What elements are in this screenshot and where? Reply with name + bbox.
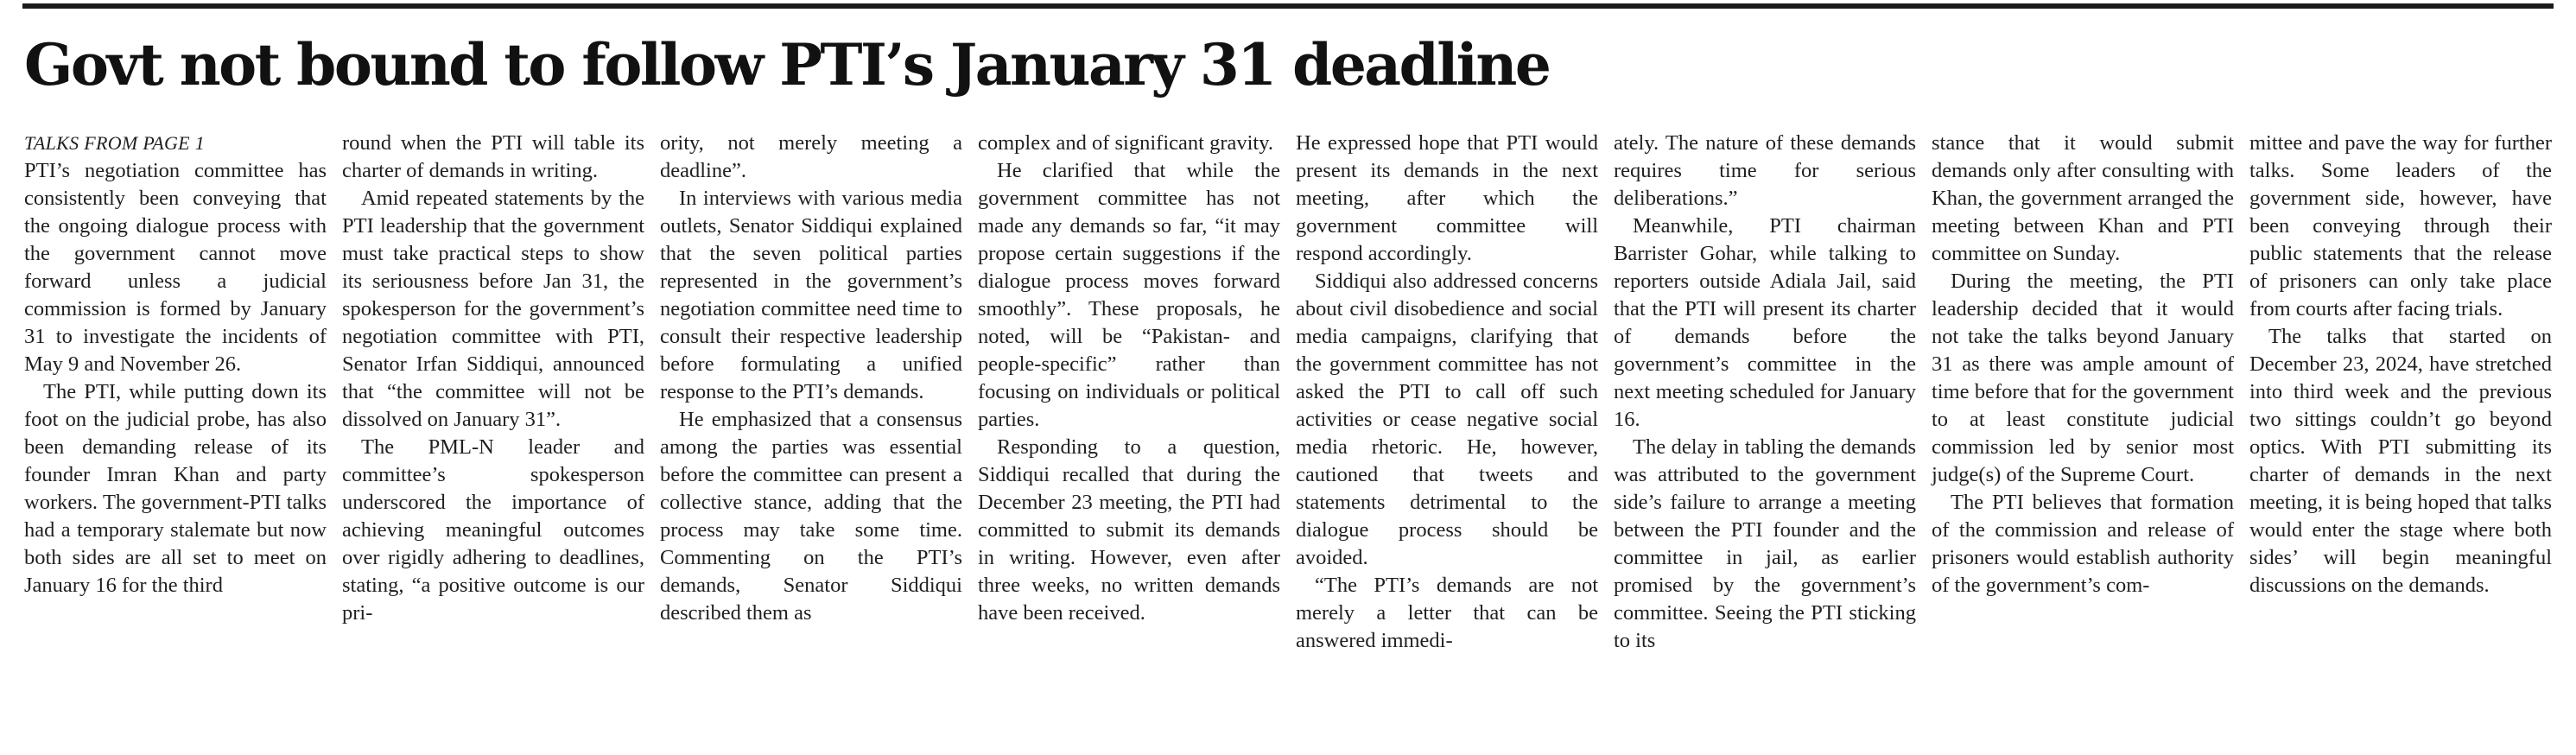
paragraph: complex and of significant gravity. <box>978 131 1273 155</box>
paragraph: During the meeting, the PTI leadership decided that it would not take the talks beyond January 31 as there was ample amount of time before that for the government to at least constitute judicial commission led by senior most judge(s) of the Supreme Court. <box>1932 270 2234 486</box>
column-4 <box>978 130 1280 750</box>
top-rule <box>22 3 2554 9</box>
paragraph: PTI’s negotiation committee has consistently been conveying that the ongoing dialogue process with the government cannot move forward unless a judicial commission is formed by January 31 to investigate the incidents of May 9 and November 26. <box>24 159 327 376</box>
paragraph: In interviews with various media outlets, Senator Siddiqui explained that the seven political parties represented in the government’s negotiation committee need time to consult their respective leadership before formulating a unified response to the PTI’s demands. <box>660 187 962 403</box>
column-1 <box>24 130 327 750</box>
article-body <box>24 130 2555 750</box>
paragraph: ately. The nature of these demands requires time for serious deliberations.” <box>1614 131 1916 210</box>
paragraph: Siddiqui also addressed concerns about civil disobedience and social media campaigns, clarifying that the government committee has not asked the PTI to call off such activities or cease negative social media rhetoric. He, however, cautioned that tweets and statements detrimental to the dialogue process should be avoided. <box>1296 270 1598 569</box>
paragraph: He clarified that while the government committee has not made any demands so far, “it may propose certain suggestions if the dialogue process moves forward smoothly”. These proposals, he noted, will be “Pakistan- and people-specific” rather than focusing on individuals or political parties. <box>978 159 1280 431</box>
paragraph: mittee and pave the way for further talks. Some leaders of the government side, however, have been conveying through their public statements that the release of prisoners can only take place from courts after facing trials. <box>2249 131 2552 320</box>
paragraph: ority, not merely meeting a deadline”. <box>660 131 962 182</box>
paragraph: The talks that started on December 23, 2024, have stretched into third week and the previous two sittings couldn’t go beyond optics. With PTI submitting its charter of demands in the next meeting, it is being hoped that talks would enter the stage where both sides’ will begin meaningful discussions on the demands. <box>2249 325 2552 597</box>
column-6 <box>1614 130 1916 750</box>
column-3 <box>660 130 962 750</box>
column-8 <box>2249 130 2552 750</box>
paragraph: Responding to a question, Siddiqui recalled that during the December 23 meeting, the PTI had committed to submit its demands in writing. However, even after three weeks, no written demands have been received. <box>978 435 1280 625</box>
paragraph: stance that it would submit demands only after consulting with Khan, the government arranged the meeting between Khan and PTI committee on Sunday. <box>1932 131 2234 265</box>
paragraph: The delay in tabling the demands was attributed to the government side’s failure to arrange a meeting between the PTI founder and the committee in jail, as earlier promised by the government’s committee. Seeing the PTI sticking to its <box>1614 435 1916 652</box>
paragraph: round when the PTI will table its charter of demands in writing. <box>342 131 644 182</box>
paragraph: He expressed hope that PTI would present its demands in the next meeting, after which the government committee will respond accordingly. <box>1296 131 1598 265</box>
column-2 <box>342 130 644 750</box>
column-5 <box>1296 130 1598 750</box>
paragraph: The PTI, while putting down its foot on the judicial probe, has also been demanding release of its founder Imran Khan and party workers. The government-PTI talks had a temporary stalemate but now both sides are all set to meet on January 16 for the third <box>24 380 327 597</box>
paragraph: He emphasized that a consensus among the parties was essential before the committee can present a collective stance, adding that the process may take some time. Commenting on the PTI’s demands, Senator Siddiqui described them as <box>660 408 962 625</box>
continuation-label: TALKS FROM PAGE 1 <box>24 132 206 154</box>
paragraph: Meanwhile, PTI chairman Barrister Gohar, while talking to reporters outside Adiala Jail, said that the PTI will present its charter of demands before the government’s committee in the next meeting scheduled for January 16. <box>1614 214 1916 431</box>
paragraph: “The PTI’s demands are not merely a letter that can be answered immedi- <box>1296 574 1598 652</box>
paragraph: Amid repeated statements by the PTI leadership that the government must take practical steps to show its seriousness before Jan 31, the spokesperson for the government’s negotiation committee with PTI, Senator Irfan Siddiqui, announced that “the committee will not be dissolved on January 31”. <box>342 187 644 431</box>
column-7 <box>1932 130 2234 750</box>
headline: Govt not bound to follow PTI’s January 31 deadline <box>24 31 1550 98</box>
paragraph: The PML-N leader and committee’s spokesperson underscored the importance of achieving meaningful outcomes over rigidly adhering to deadlines, stating, “a positive outcome is our pri- <box>342 435 644 625</box>
paragraph: The PTI believes that formation of the commission and release of prisoners would establish authority of the government’s com- <box>1932 491 2234 597</box>
